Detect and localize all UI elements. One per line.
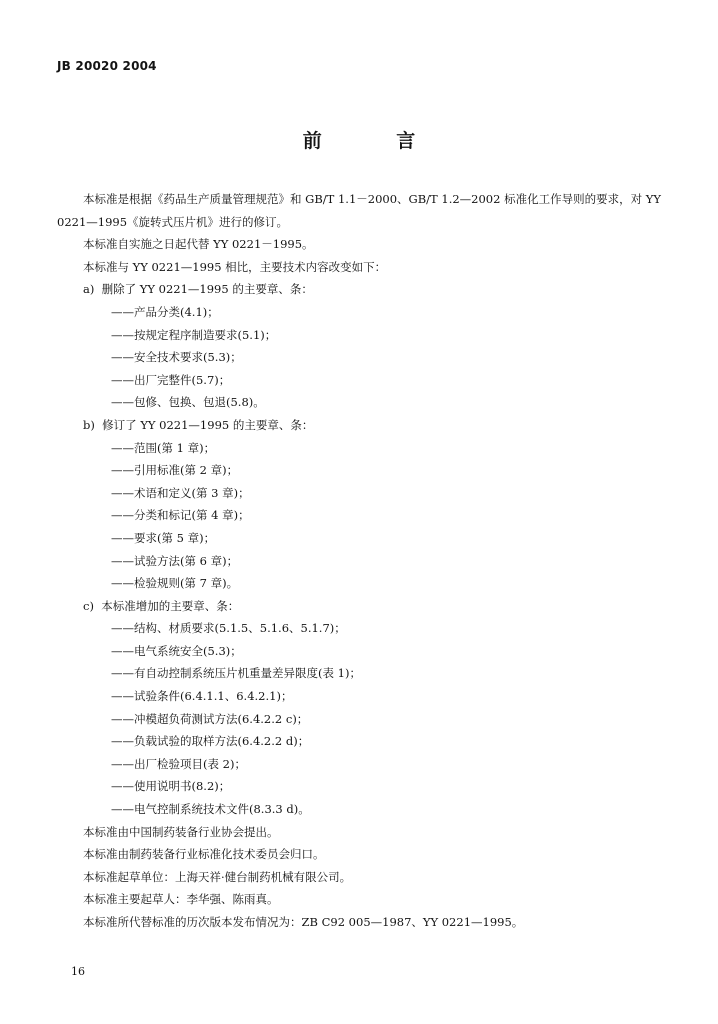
section-a-heading xyxy=(57,278,667,301)
list-item: ——范围(第 1 章)； xyxy=(111,440,216,455)
list-item: ——安全技术要求(5.3)； xyxy=(111,350,242,365)
standard-code-header: JB 20020 2004 xyxy=(57,59,157,73)
section-b-label: b) xyxy=(83,417,95,432)
list-item: ——术语和定义(第 3 章)； xyxy=(111,485,250,500)
list-item: ——有自动控制系统压片机重量差异限度(表 1)； xyxy=(111,666,361,681)
compare-paragraph: 本标准与 YY 0221—1995 相比，主要技术内容改变如下： xyxy=(83,259,387,274)
closing-paragraph: 本标准由制药装备行业标准化技术委员会归口。 xyxy=(83,847,325,862)
list-item: ——试验方法(第 6 章)； xyxy=(111,553,239,568)
list-item: ——按规定程序制造要求(5.1)； xyxy=(111,327,277,342)
closing-paragraph: 本标准所代替标准的历次版本发布情况为：ZB C92 005—1987、YY 0221—1995。 xyxy=(83,915,524,929)
list-item: ——引用标准(第 2 章)； xyxy=(111,463,239,478)
list-item: ——负载试验的取样方法(6.4.2.2 d)； xyxy=(111,734,310,749)
section-b-heading xyxy=(57,414,667,437)
closing-paragraph: 本标准起草单位：上海天祥·健台制药机械有限公司。 xyxy=(83,869,352,884)
list-item: ——使用说明书(8.2)； xyxy=(111,779,231,794)
closing-paragraph: 本标准主要起草人：李华强、陈雨真。 xyxy=(83,892,279,907)
section-c-text: 本标准增加的主要章、条： xyxy=(101,598,240,613)
list-item: ——分类和标记(第 4 章)； xyxy=(111,508,250,523)
section-a-text: 删除了 YY 0221—1995 的主要章、条： xyxy=(101,282,313,297)
section-b-text: 修订了 YY 0221—1995 的主要章、条： xyxy=(102,417,314,432)
document-body xyxy=(57,188,667,934)
page-title: 前 言 xyxy=(302,130,450,152)
replace-paragraph: 本标准自实施之日起代替 YY 0221－1995。 xyxy=(83,237,314,252)
list-item: ——电气控制系统技术文件(8.3.3 d)。 xyxy=(111,802,310,817)
section-c-label: c) xyxy=(83,598,94,613)
page-number: 16 xyxy=(71,965,85,978)
closing-paragraph: 本标准由中国制药装备行业协会提出。 xyxy=(83,824,279,839)
list-item: ——要求(第 5 章)； xyxy=(111,530,216,545)
list-item: ——检验规则(第 7 章)。 xyxy=(111,576,239,591)
list-item: ——试验条件(6.4.1.1、6.4.2.1)； xyxy=(111,689,293,704)
list-item: ——结构、材质要求(5.1.5、5.1.6、5.1.7)； xyxy=(111,621,346,636)
section-c-heading xyxy=(57,595,667,618)
list-item: ——出厂检验项目(表 2)； xyxy=(111,756,246,771)
list-item: ——冲模超负荷测试方法(6.4.2.2 c)； xyxy=(111,711,309,726)
intro-paragraph: 本标准是根据《药品生产质量管理规范》和 GB/T 1.1－2000、GB/T 1.2—2002 标准化工作导则的要求，对 YY 0221—1995《旋转式压片机》进行的修订。 xyxy=(57,192,661,229)
section-a-label: a) xyxy=(83,282,95,297)
list-item: ——产品分类(4.1)； xyxy=(111,304,219,319)
list-item: ——包修、包换、包退(5.8)。 xyxy=(111,395,265,410)
list-item: ——出厂完整件(5.7)； xyxy=(111,372,231,387)
list-item: ——电气系统安全(5.3)； xyxy=(111,643,242,658)
